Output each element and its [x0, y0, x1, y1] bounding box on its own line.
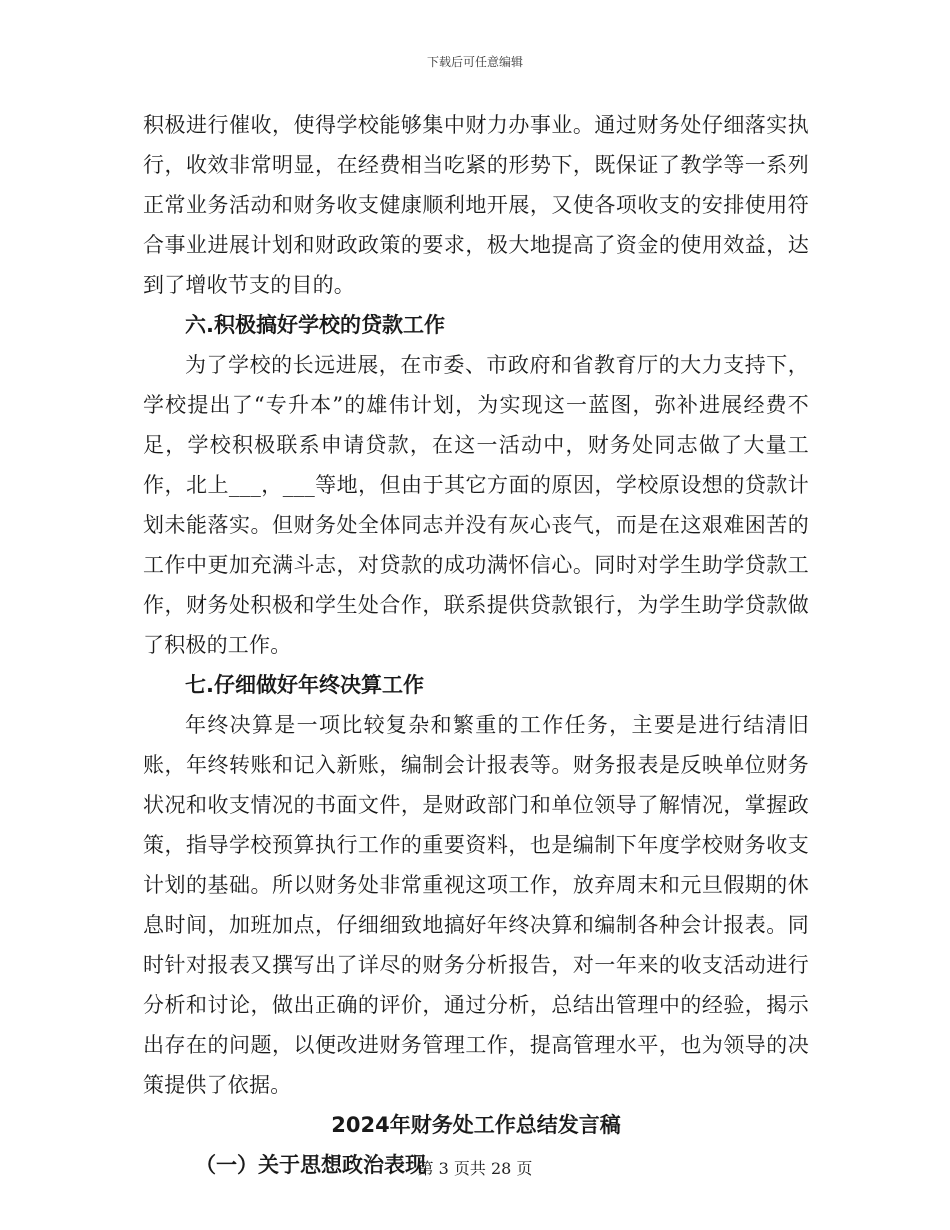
subsection-heading: （一）关于思想政治表现	[195, 1153, 426, 1177]
section-heading-seven: 七.仔细做好年终决算工作	[185, 673, 424, 697]
document-body	[143, 105, 809, 1185]
section-heading-six: 六.积极搞好学校的贷款工作	[185, 313, 445, 337]
paragraph-continuation: 积极进行催收，使得学校能够集中财力办事业。通过财务处仔细落实执行，收效非常明显，在经费相当吃紧的形势下，既保证了教学等一系列正常业务活动和财务收支健康顺利地开展，又使各项收支的安排使用符合事业进展计划和财政政策的要求，极大地提高了资金的使用效益，达到了增收节支的目的。	[143, 113, 809, 297]
document-title: 2024年财务处工作总结发言稿	[331, 1113, 621, 1137]
page-number-footer: 第 3 页共 28 页	[417, 1159, 533, 1178]
paragraph-loan-work: 为了学校的长远进展，在市委、市政府和省教育厅的大力支持下，学校提出了“专升本”的雄伟计划，为实现这一蓝图，弥补进展经费不足，学校积极联系申请贷款，在这一活动中，财务处同志做了大量工作，北上___，___等地，但由于其它方面的原因，学校原设想的贷款计划未能落实。但财务处全体同志并没有灰心丧气，而是在这艰难困苦的工作中更加充满斗志，对贷款的成功满怀信心。同时对学生助学贷款工作，财务处积极和学生处合作，联系提供贷款银行，为学生助学贷款做了积极的工作。	[143, 353, 809, 657]
paragraph-year-end-accounts: 年终决算是一项比较复杂和繁重的工作任务，主要是进行结清旧账，年终转账和记入新账，编制会计报表等。财务报表是反映单位财务状况和收支情况的书面文件，是财政部门和单位领导了解情况，掌握政策，指导学校预算执行工作的重要资料，也是编制下年度学校财务收支计划的基础。所以财务处非常重视这项工作，放弃周末和元旦假期的休息时间，加班加点，仔细细致地搞好年终决算和编制各种会计报表。同时针对报表又撰写出了详尽的财务分析报告，对一年来的收支活动进行分析和讨论，做出正确的评价，通过分析，总结出管理中的经验，揭示出存在的问题，以便改进财务管理工作，提高管理水平，也为领导的决策提供了依据。	[143, 713, 809, 1097]
page-header: 下载后可任意编辑	[426, 55, 523, 69]
